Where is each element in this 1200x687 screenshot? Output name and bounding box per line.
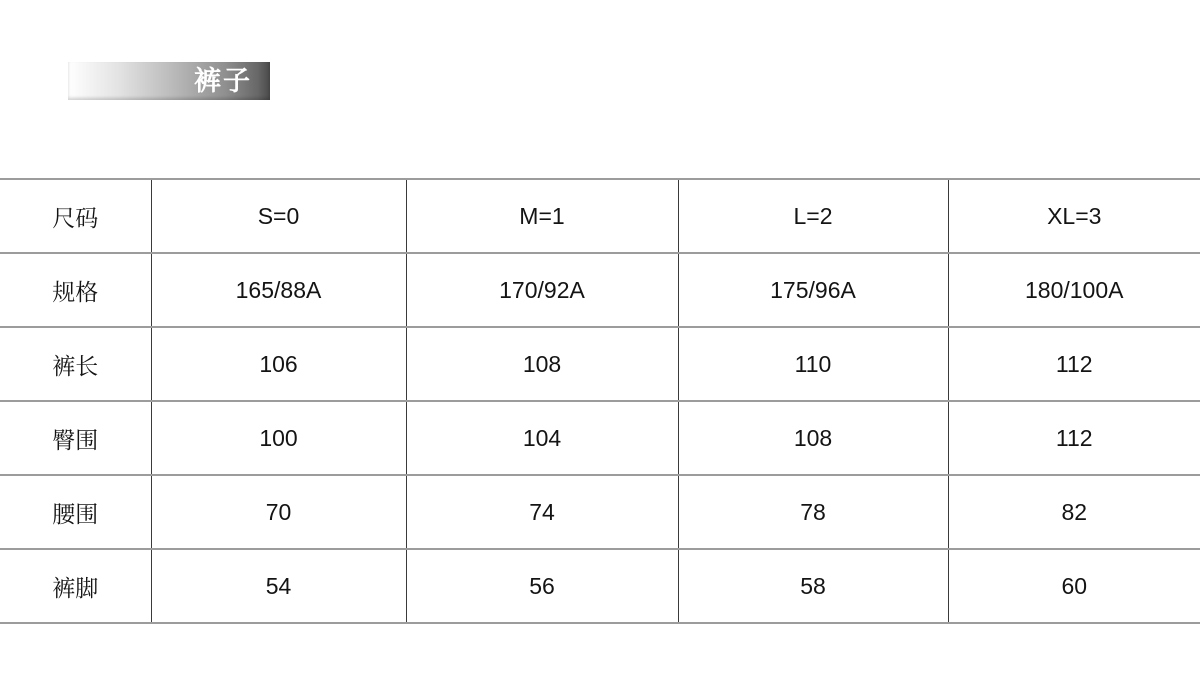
value-cell: 70	[151, 475, 406, 549]
value-cell: 104	[406, 401, 678, 475]
table-row	[0, 179, 1200, 253]
value-cell: 82	[948, 475, 1200, 549]
value-cell: 56	[406, 549, 678, 623]
value-cell: 175/96A	[678, 253, 948, 327]
value-cell: 110	[678, 327, 948, 401]
value-cell: 108	[678, 401, 948, 475]
value-cell: 100	[151, 401, 406, 475]
banner-title: 裤子	[194, 65, 252, 96]
value-cell: 108	[406, 327, 678, 401]
table-row	[0, 549, 1200, 623]
value-cell: 78	[678, 475, 948, 549]
value-cell: M=1	[406, 179, 678, 253]
row-label-cell: 尺码	[0, 179, 151, 253]
table-row	[0, 327, 1200, 401]
value-cell: 170/92A	[406, 253, 678, 327]
row-label-cell: 腰围	[0, 475, 151, 549]
table-row	[0, 475, 1200, 549]
row-label-cell: 规格	[0, 253, 151, 327]
table-row	[0, 253, 1200, 327]
value-cell: 106	[151, 327, 406, 401]
value-cell: 165/88A	[151, 253, 406, 327]
value-cell: S=0	[151, 179, 406, 253]
table-row	[0, 401, 1200, 475]
value-cell: L=2	[678, 179, 948, 253]
value-cell: 112	[948, 327, 1200, 401]
row-label-cell: 裤长	[0, 327, 151, 401]
value-cell: 112	[948, 401, 1200, 475]
value-cell: 58	[678, 549, 948, 623]
value-cell: 180/100A	[948, 253, 1200, 327]
row-label-cell: 臀围	[0, 401, 151, 475]
value-cell: XL=3	[948, 179, 1200, 253]
value-cell: 74	[406, 475, 678, 549]
size-chart-table	[0, 178, 1200, 624]
row-label-cell: 裤脚	[0, 549, 151, 623]
pants-section-banner	[68, 62, 270, 100]
value-cell: 60	[948, 549, 1200, 623]
value-cell: 54	[151, 549, 406, 623]
